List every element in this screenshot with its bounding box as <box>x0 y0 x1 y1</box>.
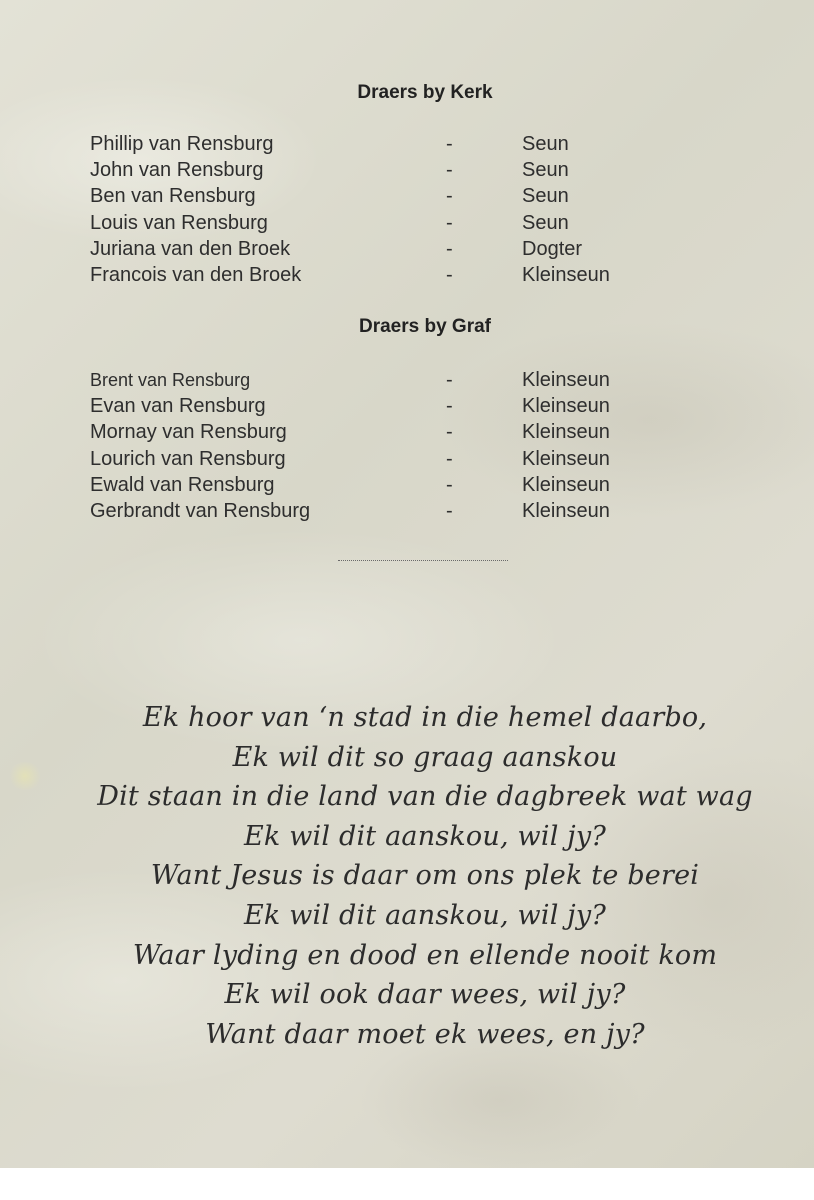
separator-dash: - <box>446 159 453 182</box>
bearer-row <box>0 157 814 183</box>
poem-line: Ek wil dit so graag aanskou <box>232 741 618 773</box>
separator-dash: - <box>446 447 453 470</box>
bearer-relation: Kleinseun <box>522 499 610 522</box>
separator-dash: - <box>446 499 453 522</box>
bearer-name: Francois van den Broek <box>90 263 302 286</box>
bearer-name: Ben van Rensburg <box>90 185 256 208</box>
bearer-row <box>0 446 814 472</box>
separator-dash: - <box>446 395 453 418</box>
bearer-name: Ewald van Rensburg <box>90 473 275 496</box>
separator-dash: - <box>446 237 453 260</box>
bearer-name: Lourich van Rensburg <box>90 447 286 470</box>
bearer-row <box>0 131 814 157</box>
bearer-relation: Kleinseun <box>522 395 610 418</box>
bearer-relation: Seun <box>522 211 569 234</box>
bearer-row <box>0 393 814 419</box>
separator-dash: - <box>446 133 453 155</box>
bearer-name: Louis van Rensburg <box>90 211 268 234</box>
poem-line: Want daar moet ek wees, en jy? <box>205 1018 645 1050</box>
bearer-relation: Seun <box>522 185 569 208</box>
bearer-relation: Kleinseun <box>522 473 610 496</box>
poem-line: Ek wil dit aanskou, wil jy? <box>243 820 607 852</box>
bearer-row <box>0 498 814 524</box>
poem-line: Ek hoor van ‘n stad in die hemel daarbo, <box>142 702 708 733</box>
church-bearers-list <box>0 131 814 288</box>
bearer-relation: Dogter <box>522 237 583 260</box>
separator-dash: - <box>446 185 453 208</box>
bearer-row <box>0 419 814 445</box>
bearer-relation: Seun <box>522 133 569 155</box>
bearer-row <box>0 367 814 393</box>
bearer-name: Evan van Rensburg <box>90 395 266 418</box>
separator-dash: - <box>446 473 453 496</box>
bearer-row <box>0 472 814 498</box>
bearer-relation: Kleinseun <box>522 263 610 286</box>
church-bearers-heading: Draers by Kerk <box>357 82 493 103</box>
dotted-divider <box>338 560 508 561</box>
poem-line: Want Jesus is daar om ons plek te berei <box>150 860 700 892</box>
bearer-relation: Kleinseun <box>522 369 610 391</box>
bearer-name: Mornay van Rensburg <box>90 421 287 444</box>
grave-bearers-list <box>0 367 814 524</box>
bearer-name: John van Rensburg <box>90 159 264 182</box>
bearer-name: Brent van Rensburg <box>90 370 251 390</box>
bearer-row <box>0 262 814 288</box>
bearer-relation: Seun <box>522 159 569 182</box>
bearer-row <box>0 236 814 262</box>
poem <box>0 698 814 1054</box>
poem-line: Waar lyding en dood en ellende nooit kom <box>132 939 718 971</box>
poem-line: Ek wil dit aanskou, wil jy? <box>243 899 607 931</box>
bearer-row <box>0 210 814 236</box>
poem-line: Ek wil ook daar wees, wil jy? <box>224 979 626 1011</box>
bearer-relation: Kleinseun <box>522 421 610 444</box>
bearer-name: Juriana van den Broek <box>90 237 291 260</box>
bearer-name: Gerbrandt van Rensburg <box>90 499 311 522</box>
separator-dash: - <box>446 421 453 444</box>
grave-bearers-heading: Draers by Graf <box>358 316 491 337</box>
separator-dash: - <box>446 211 453 234</box>
bearer-row <box>0 183 814 209</box>
separator-dash: - <box>446 263 453 286</box>
poem-line: Dit staan in die land van die dagbreek wat wag <box>97 781 753 813</box>
bearer-name: Phillip van Rensburg <box>90 133 274 155</box>
bearer-relation: Kleinseun <box>522 447 610 470</box>
separator-dash: - <box>446 369 453 391</box>
